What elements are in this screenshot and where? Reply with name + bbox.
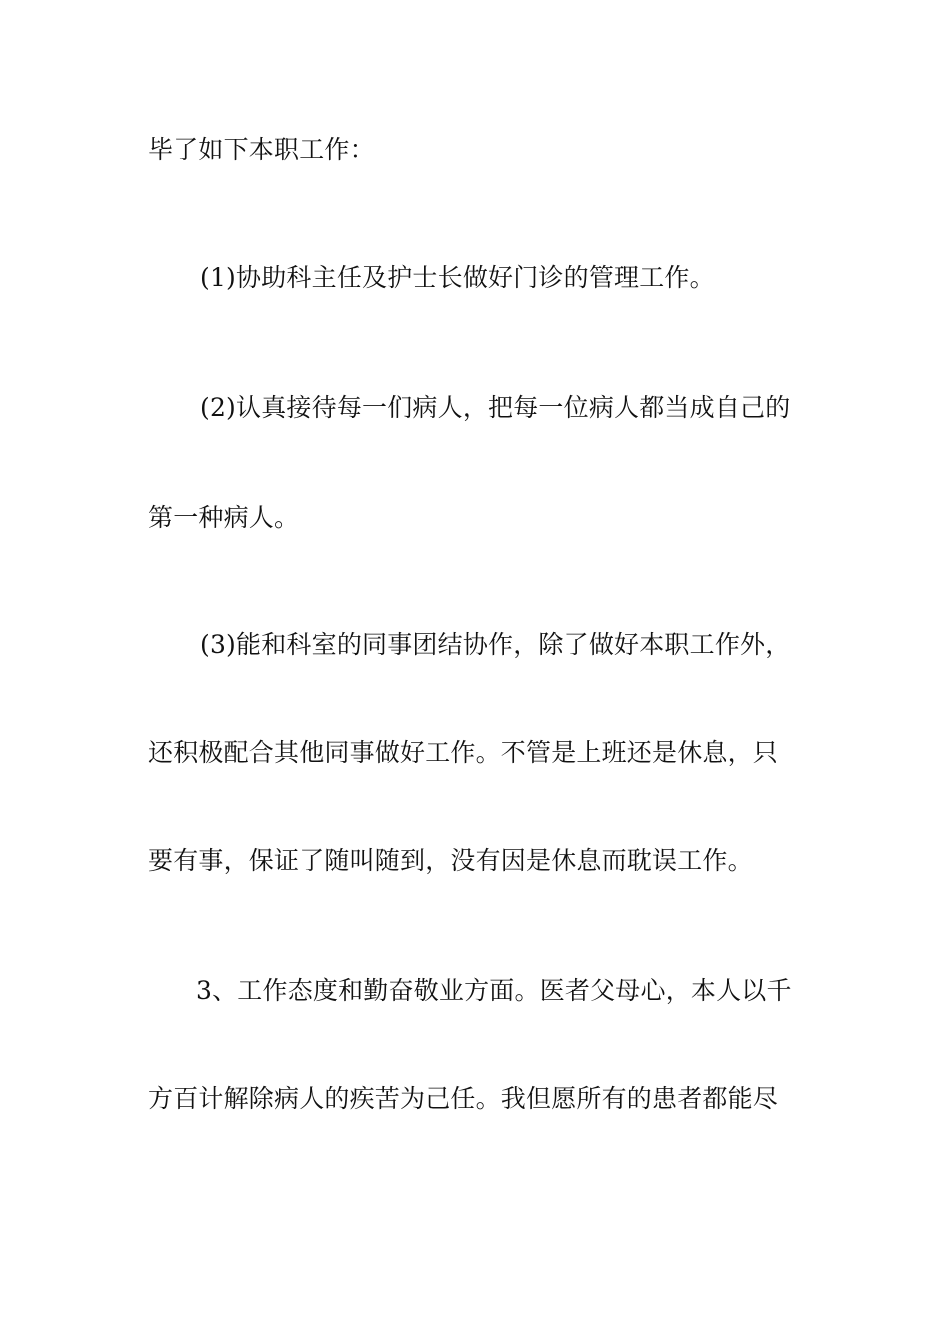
paragraph-line-4: 第一种病人。 xyxy=(148,503,300,532)
paragraph-line-5: (3)能和科室的同事团结协作，除了做好本职工作外， xyxy=(200,630,791,659)
paragraph-line-7: 要有事，保证了随叫随到，没有因是休息而耽误工作。 xyxy=(148,846,753,875)
paragraph-line-1: 毕了如下本职工作： xyxy=(148,135,375,164)
paragraph-line-8: 3、工作态度和勤奋敬业方面。医者父母心，本人以千 xyxy=(196,976,792,1005)
paragraph-line-3: (2)认真接待每一们病人，把每一位病人都当成自己的 xyxy=(200,393,791,422)
paragraph-line-9: 方百计解除病人的疾苦为己任。我但愿所有的患者都能尽 xyxy=(148,1084,779,1113)
paragraph-line-2: (1)协助科主任及护士长做好门诊的管理工作。 xyxy=(200,263,715,292)
paragraph-line-6: 还积极配合其他同事做好工作。不管是上班还是休息，只 xyxy=(148,738,779,767)
